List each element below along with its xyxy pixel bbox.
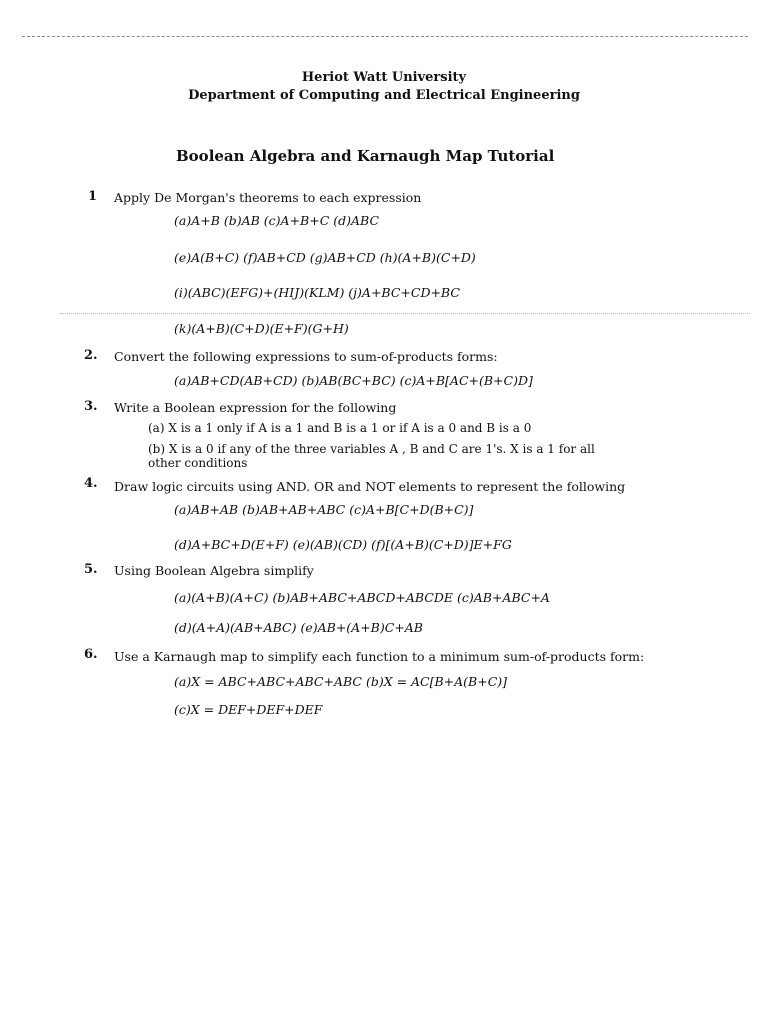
page-title: Boolean Algebra and Karnaugh Map Tutorial xyxy=(176,147,555,165)
question-5-line-2: (d)(A+A)(AB+ABC) (e)AB+(A+B)C+AB xyxy=(174,620,423,635)
question-5-line-1: (a)(A+B)(A+C) (b)AB+ABC+ABCD+ABCDE (c)AB+ABC+A xyxy=(174,590,550,605)
question-4-line-2: (d)A+BC+D(E+F) (e)(AB)(CD) (f)[(A+B)(C+D)]E+FG xyxy=(174,537,512,552)
question-3-line-3: other conditions xyxy=(148,456,248,470)
question-1-number: 1 xyxy=(88,189,98,204)
scan-edge-line xyxy=(22,36,748,37)
department-name: Department of Computing and Electrical Engineering xyxy=(188,88,580,103)
question-2-stem: Convert the following expressions to sum-of-products forms: xyxy=(114,349,498,364)
question-3-number: 3. xyxy=(84,399,98,414)
question-6-line-1: (a)X = ABC+ABC+ABC+ABC (b)X = AC[B+A(B+C)] xyxy=(174,674,508,689)
question-2-number: 2. xyxy=(84,348,98,363)
question-1-stem: Apply De Morgan's theorems to each expression xyxy=(114,190,422,205)
question-3-stem: Write a Boolean expression for the following xyxy=(114,400,397,415)
question-6-line-2: (c)X = DEF+DEF+DEF xyxy=(174,702,323,717)
question-4-stem: Draw logic circuits using AND. OR and NOT elements to represent the following xyxy=(114,479,626,494)
university-name: Heriot Watt University xyxy=(301,70,467,85)
question-4-number: 4. xyxy=(84,476,98,491)
question-1-line-4: (k)(A+B)(C+D)(E+F)(G+H) xyxy=(174,321,349,336)
question-2-line-1: (a)AB+CD(AB+CD) (b)AB(BC+BC) (c)A+B[AC+(B+C)D] xyxy=(174,373,533,388)
question-4-line-1: (a)AB+AB (b)AB+AB+ABC (c)A+B[C+D(B+C)] xyxy=(174,502,474,517)
question-5-stem: Using Boolean Algebra simplify xyxy=(114,563,314,578)
question-1-line-3: (i)(ABC)(EFG)+(HIJ)(KLM) (j)A+BC+CD+BC xyxy=(174,285,460,300)
question-6-stem: Use a Karnaugh map to simplify each function to a minimum sum-of-products form: xyxy=(114,649,645,664)
question-1-line-1: (a)A+B (b)AB (c)A+B+C (d)ABC xyxy=(174,213,380,228)
question-1-line-2: (e)A(B+C) (f)AB+CD (g)AB+CD (h)(A+B)(C+D) xyxy=(174,250,476,265)
question-5-number: 5. xyxy=(84,562,98,577)
question-3-line-1: (a) X is a 1 only if A is a 1 and B is a 1 or if A is a 0 and B is a 0 xyxy=(148,421,532,435)
question-6-number: 6. xyxy=(84,647,98,662)
question-3-line-2: (b) X is a 0 if any of the three variables A , B and C are 1's. X is a 1 for all xyxy=(148,442,595,456)
scan-fold-line xyxy=(60,313,750,314)
